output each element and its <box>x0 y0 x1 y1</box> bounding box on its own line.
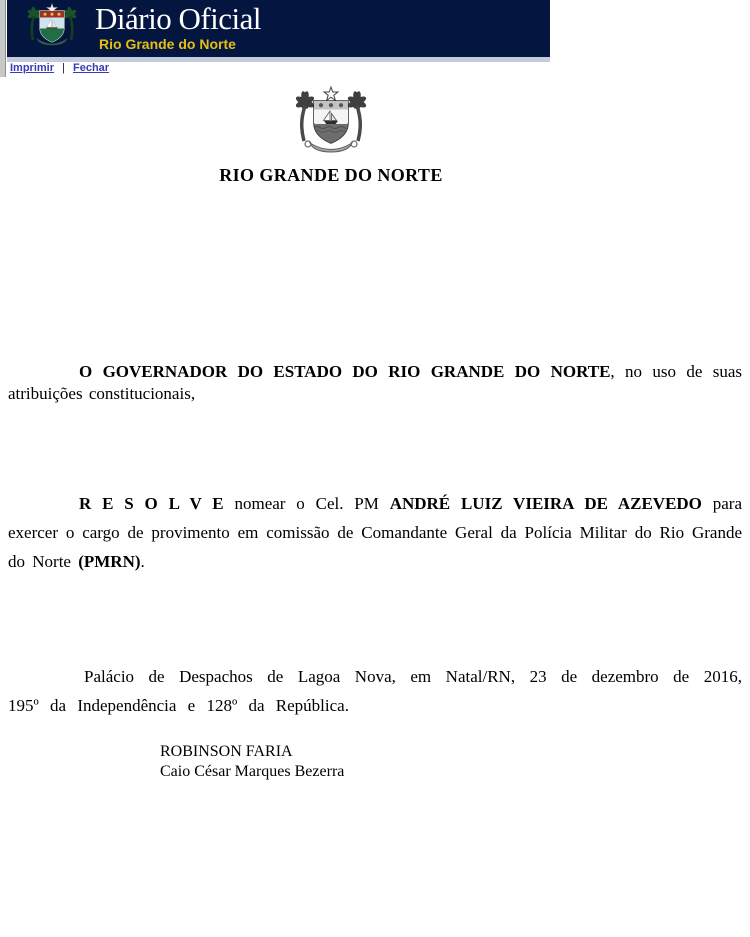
paragraph-resolution <box>8 489 742 576</box>
paragraph-preamble <box>8 361 742 405</box>
paragraph-place-and-date <box>8 662 742 720</box>
rn-coat-of-arms-logo-icon <box>21 2 83 60</box>
resolve-keyword: R E S O L V E <box>79 494 224 513</box>
masthead <box>7 0 550 57</box>
signature-governor: ROBINSON FARIA <box>160 743 293 760</box>
appointee-name: ANDRÉ LUIZ VIEIRA DE AZEVEDO <box>389 494 702 513</box>
place-and-date-text: Palácio de Despachos de Lagoa Nova, em Natal/RN, 23 de dezembro de 2016, 195º da Independência e 128º da República. <box>8 667 742 715</box>
signature-block <box>160 742 344 782</box>
toolbar-separator: | <box>62 62 65 74</box>
toolbar <box>10 62 109 74</box>
rn-coat-of-arms-emblem-icon <box>284 145 378 162</box>
masthead-subtitle: Rio Grande do Norte <box>99 36 236 52</box>
resolution-period: . <box>140 552 145 571</box>
masthead-title: Diário Oficial <box>95 1 262 36</box>
window-left-border <box>0 0 6 77</box>
document-heading: RIO GRANDE DO NORTE <box>219 165 443 185</box>
signature-secretary: Caio César Marques Bezerra <box>160 763 345 780</box>
pmrn-acronym: (PMRN) <box>78 552 141 571</box>
document-header <box>0 85 662 186</box>
close-link[interactable]: Fechar <box>73 62 110 74</box>
resolution-text-2: para exercer o cargo de provimento em comissão de Comandante Geral da Polícia Militar do Rio Grande do Norte <box>8 494 742 571</box>
resolution-text-1: nomear o Cel. PM <box>223 494 390 513</box>
preamble-bold-text: O GOVERNADOR DO ESTADO DO RIO GRANDE DO NORTE <box>79 362 611 381</box>
print-link[interactable]: Imprimir <box>10 62 55 74</box>
preamble-text: , no uso de suas atribuições constitucionais, <box>8 362 742 403</box>
